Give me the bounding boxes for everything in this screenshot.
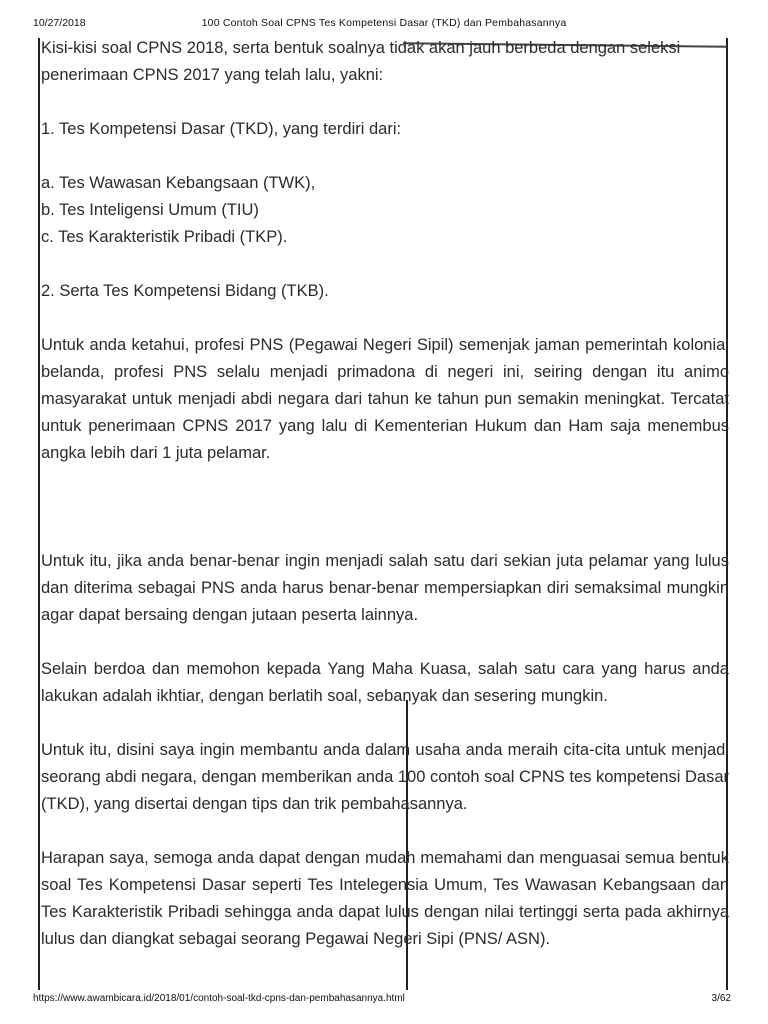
paragraph-1: Untuk anda ketahui, profesi PNS (Pegawai Negeri Sipil) semenjak jaman pemerintah kolonial belanda, profesi PNS selalu menjadi primadona di negeri ini, seiring dengan itu animo masyarakat untuk menjadi abdi negara dari tahun ke tahun pun semakin meningkat. Tercatat untuk penerimaan CPNS 2017 yang lalu di Kementerian Hukum dan Ham saja menembus angka lebih dari 1 juta pelamar. [41,336,729,462]
paragraph-4: Untuk itu, disini saya ingin membantu anda dalam usaha anda meraih cita-cita untuk menjadi seorang abdi negara, dengan memberikan anda 100 contoh soal CPNS tes kompetensi Dasar (TKD), yang disertai dengan tips dan trik pembahasannya. [41,741,729,813]
list-item-c: c. Tes Karakteristik Pribadi (TKP). [41,228,288,246]
list-item-1: 1. Tes Kompetensi Dasar (TKD), yang terdiri dari: [41,120,402,138]
left-border-line [38,38,40,990]
print-footer [0,993,768,1007]
list-item-2: 2. Serta Tes Kompetensi Bidang (TKB). [41,282,329,300]
list-item-a: a. Tes Wawasan Kebangsaan (TWK), [41,174,316,192]
print-header [0,17,768,31]
paragraph-3: Selain berdoa dan memohon kepada Yang Maha Kuasa, salah satu cara yang harus anda lakukan adalah ikhtiar, dengan berlatih soal, sebanyak dan sesering mungkin. [41,660,729,705]
page-title: 100 Contoh Soal CPNS Tes Kompetensi Dasar (TKD) dan Pembahasannya [201,17,567,29]
paragraph-5: Harapan saya, semoga anda dapat dengan mudah memahami dan menguasai semua bentuk soal Tes Kompetensi Dasar seperti Tes Intelegensia Umum, Tes Wawasan Kebangsaan dan Tes Karakteristik Pribadi sehingga anda dapat lulus dengan nilai tertinggi serta pada akhirnya lulus dan diangkat sebagai seorang Pegawai Negeri Sipi (PNS/ ASN). [41,849,729,948]
intro-line-2: penerimaan CPNS 2017 yang telah lalu, yakni: [41,66,384,84]
list-item-b: b. Tes Inteligensi Umum (TIU) [41,201,259,219]
intro-line-1: Kisi-kisi soal CPNS 2018, serta bentuk soalnya tidak akan jauh berbeda dengan seleksi [41,39,681,57]
source-url: https://www.awambicara.id/2018/01/contoh-soal-tkd-cpns-dan-pembahasannya.html [33,993,405,1004]
article-body [41,35,729,953]
page-number: 3/62 [711,993,731,1004]
paragraph-2: Untuk itu, jika anda benar-benar ingin menjadi salah satu dari sekian juta pelamar yang lulus dan diterima sebagai PNS anda harus benar-benar mempersiapkan diri semaksimal mungkin agar dapat bersaing dengan jutaan peserta lainnya. [41,552,729,624]
print-date: 10/27/2018 [33,17,86,29]
